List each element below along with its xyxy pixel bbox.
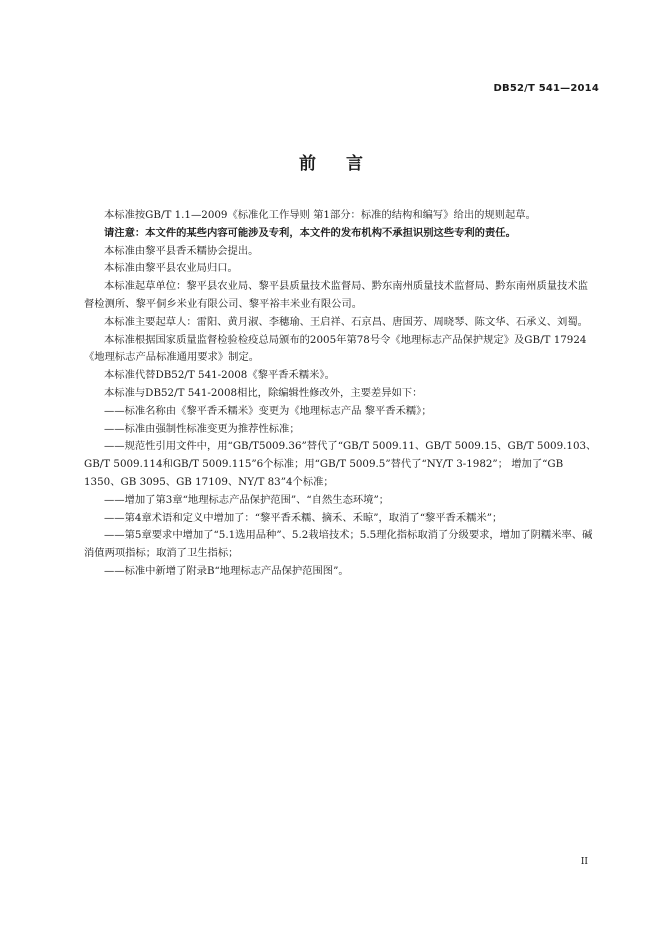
list-item-chapter-5: ——第5章要求中增加了“5.1选用品种”、5.2栽培技术；5.5理化指标取消了分级要求，增加了阴糯米率、碱消值两项指标；取消了卫生指标； — [84, 529, 593, 560]
page-number: II — [580, 857, 588, 867]
paragraph-patent-notice: 请注意：本文件的某些内容可能涉及专利，本文件的发布机构不承担识别这些专利的责任。 — [104, 226, 516, 239]
paragraph-drafters: 本标准主要起草人：雷阳、黄月淑、李穗瑜、王启祥、石京昌、唐国芳、周晓琴、陈文华、石承义、刘蜀。 — [104, 315, 588, 328]
list-item-normative-references: ——规范性引用文件中，用“GB/T5009.36”替代了“GB/T 5009.11、GB/T 5009.15、GB/T 5009.103、GB/T 5009.114和GB/T 5009.115”6个标准；用“GB/T 5009.5”替代了“NY/T 3-1982”； 增加了“GB 1350、GB 3095、GB 17109、NY/T 83”4个标准； — [84, 440, 597, 488]
paragraph-proposer: 本标准由黎平县香禾糯协会提出。 — [104, 244, 259, 257]
list-item-name-change: ——标准名称由《黎平香禾糯米》变更为《地理标志产品 黎平香禾糯》； — [104, 404, 432, 417]
paragraph-drafting-rules: 本标准按GB/T 1.1—2009《标准化工作导则 第1部分：标准的结构和编写》给出的规则起草。 — [104, 209, 536, 221]
list-item-standard-type: ——标准由强制性标准变更为推荐性标准； — [104, 422, 300, 435]
paragraph-differences-intro: 本标准与DB52/T 541-2008相比，除编辑性修改外，主要差异如下： — [104, 386, 423, 399]
paragraph-replaces: 本标准代替DB52/T 541-2008《黎平香禾糯米》。 — [104, 369, 335, 382]
list-item-appendix-b: ——标准中新增了附录B“地理标志产品保护范围图”。 — [104, 564, 349, 577]
paragraph-drafting-units: 本标准起草单位：黎平县农业局、黎平县质量技术监督局、黔东南州质量技术监督局、黔东南州质量技术监督检测所、黎平侗乡米业有限公司、黎平裕丰米业有限公司。 — [84, 280, 588, 310]
paragraph-administrator: 本标准由黎平县农业局归口。 — [104, 262, 238, 275]
list-item-chapter-3: ——增加了第3章“地理标志产品保护范围”、“自然生态环境”； — [104, 493, 390, 506]
foreword-body — [84, 207, 598, 581]
paragraph-basis: 本标准根据国家质量监督检验检疫总局颁布的2005年第78号令《地理标志产品保护规定》及GB/T 17924《地理标志产品标准通用要求》制定。 — [84, 333, 587, 364]
document-code: DB52/T 541—2014 — [493, 83, 599, 94]
list-item-chapter-4: ——第4章术语和定义中增加了：“黎平香禾糯、摘禾、禾晾”，取消了“黎平香禾糯米”； — [104, 511, 503, 524]
page-title: 前言 — [299, 154, 393, 174]
